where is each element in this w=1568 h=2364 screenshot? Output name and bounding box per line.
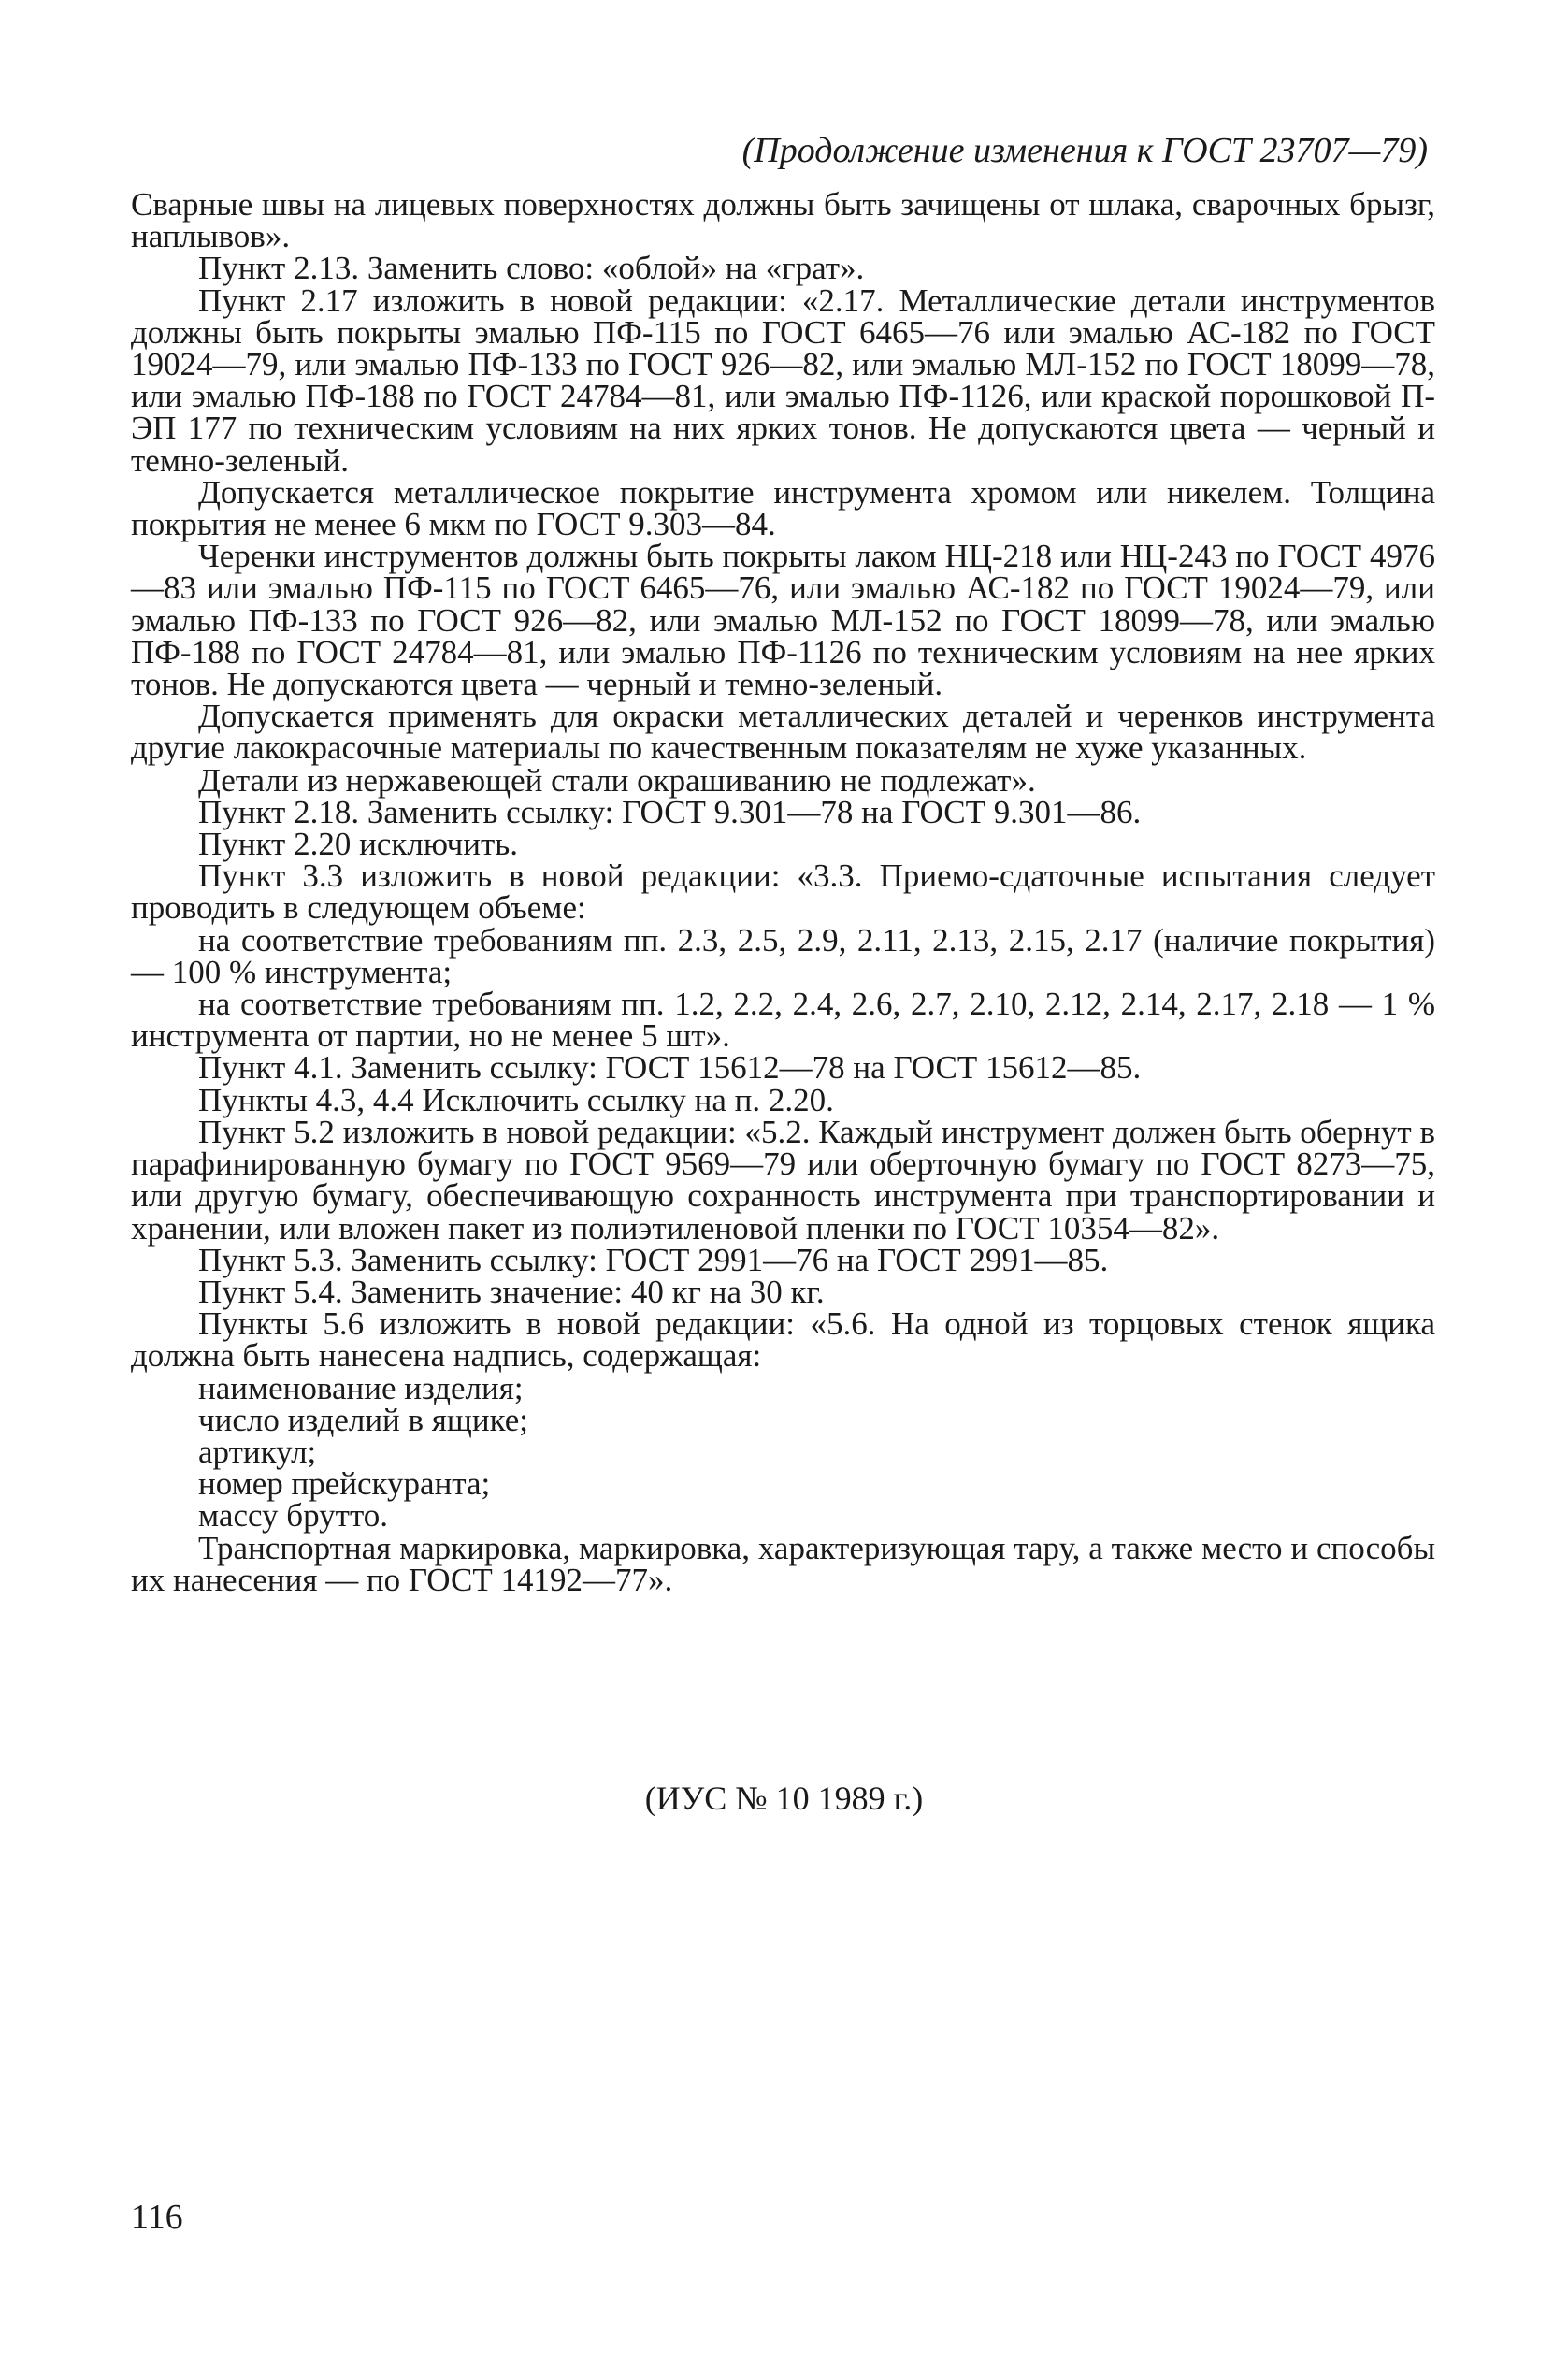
paragraph: Пункт 5.2 изложить в новой редакции: «5.2. Каждый инструмент должен быть обернут в парафинированную бумагу по ГОСТ 9569—79 или оберточную бумагу по ГОСТ 8273—75, или другую бумагу, обеспечивающую сохранность инструмента при транспортировании и хранении, или вложен пакет из полиэтиленовой пленки по ГОСТ 10354—82». xyxy=(131,1113,1435,1247)
paragraph: Детали из нержавеющей стали окрашиванию не подлежат». xyxy=(198,761,1036,799)
paragraph: номер прейскуранта; xyxy=(198,1465,491,1503)
paragraph: Пункты 4.3, 4.4 Исключить ссылку на п. 2.20. xyxy=(198,1081,834,1118)
paragraph: Допускается применять для окраски металлических деталей и черенков инструмента другие лакокрасочные материалы по качественным показателям не хуже указанных. xyxy=(131,698,1435,767)
amendment-body xyxy=(131,186,1435,1598)
paragraph: Пункт 5.3. Заменить ссылку: ГОСТ 2991—76 на ГОСТ 2991—85. xyxy=(198,1241,1109,1278)
paragraph: Пункт 5.4. Заменить значение: 40 кг на 30 кг. xyxy=(198,1273,825,1310)
paragraph: на соответствие требованиям пп. 1.2, 2.2, 2.4, 2.6, 2.7, 2.10, 2.12, 2.14, 2.17, 2.18 — 1 % инструмента от партии, но не менее 5 шт». xyxy=(131,986,1435,1055)
continuation-header: (Продолжение изменения к ГОСТ 23707—79) xyxy=(741,131,1428,170)
paragraph: наименование изделия; xyxy=(198,1369,524,1406)
paragraph: Пункт 2.13. Заменить слово: «облой» на «грат». xyxy=(198,250,865,287)
paragraph: число изделий в ящике; xyxy=(198,1401,528,1438)
paragraph: Допускается металлическое покрытие инструмента хромом или никелем. Толщина покрытия не менее 6 мкм по ГОСТ 9.303—84. xyxy=(131,473,1435,543)
paragraph: Пункт 4.1. Заменить ссылку: ГОСТ 15612—78 на ГОСТ 15612—85. xyxy=(198,1049,1142,1087)
paragraph: Пункт 2.18. Заменить ссылку: ГОСТ 9.301—78 на ГОСТ 9.301—86. xyxy=(198,793,1142,830)
paragraph: Пункт 2.17 изложить в новой редакции: «2.17. Металлические детали инструментов должны быть покрыты эмалью ПФ-115 по ГОСТ 6465—76 или эмалью АС-182 по ГОСТ 19024—79, или эмалью ПФ-133 по ГОСТ 926—82, или эмалью МЛ-152 по ГОСТ 18099—78, или эмалью ПФ-188 по ГОСТ 24784—81, или эмалью ПФ-1126, или краской порошковой П-ЭП 177 по техническим условиям на них ярких тонов. Не допускаются цвета — черный и темно-зеленый. xyxy=(131,281,1435,479)
paragraph: артикул; xyxy=(198,1433,317,1470)
source-reference: (ИУС № 10 1989 г.) xyxy=(644,1780,924,1817)
paragraph: Транспортная маркировка, маркировка, характеризующая тару, а также место и способы их нанесения — по ГОСТ 14192—77». xyxy=(131,1529,1435,1598)
paragraph: массу брутто. xyxy=(198,1497,389,1535)
paragraph: Черенки инструментов должны быть покрыты лаком НЦ-218 или НЦ-243 по ГОСТ 4976—83 или эмалью ПФ-115 по ГОСТ 6465—76, или эмалью АС-182 по ГОСТ 19024—79, или эмалью ПФ-133 по ГОСТ 926—82, или эмалью МЛ-152 по ГОСТ 18099—78, или эмалью ПФ-188 по ГОСТ 24784—81, или эмалью ПФ-1126 по техническим условиям на нее ярких тонов. Не допускаются цвета — черный и темно-зеленый. xyxy=(131,538,1435,703)
paragraph: на соответствие требованиям пп. 2.3, 2.5, 2.9, 2.11, 2.13, 2.15, 2.17 (наличие покрытия) — 100 % инструмента; xyxy=(131,921,1435,990)
paragraph: Пункты 5.6 изложить в новой редакции: «5.6. На одной из торцовых стенок ящика должна быть нанесена надпись, содержащая: xyxy=(131,1305,1435,1375)
paragraph: Пункт 2.20 исключить. xyxy=(198,826,518,863)
page-number: 116 xyxy=(131,2198,183,2237)
paragraph: Пункт 3.3 изложить в новой редакции: «3.3. Приемо-сдаточные испытания следует проводить в следующем объеме: xyxy=(131,858,1435,927)
paragraph: Сварные швы на лицевых поверхностях должны быть зачищены от шлака, сварочных брызг, наплывов». xyxy=(131,186,1435,255)
